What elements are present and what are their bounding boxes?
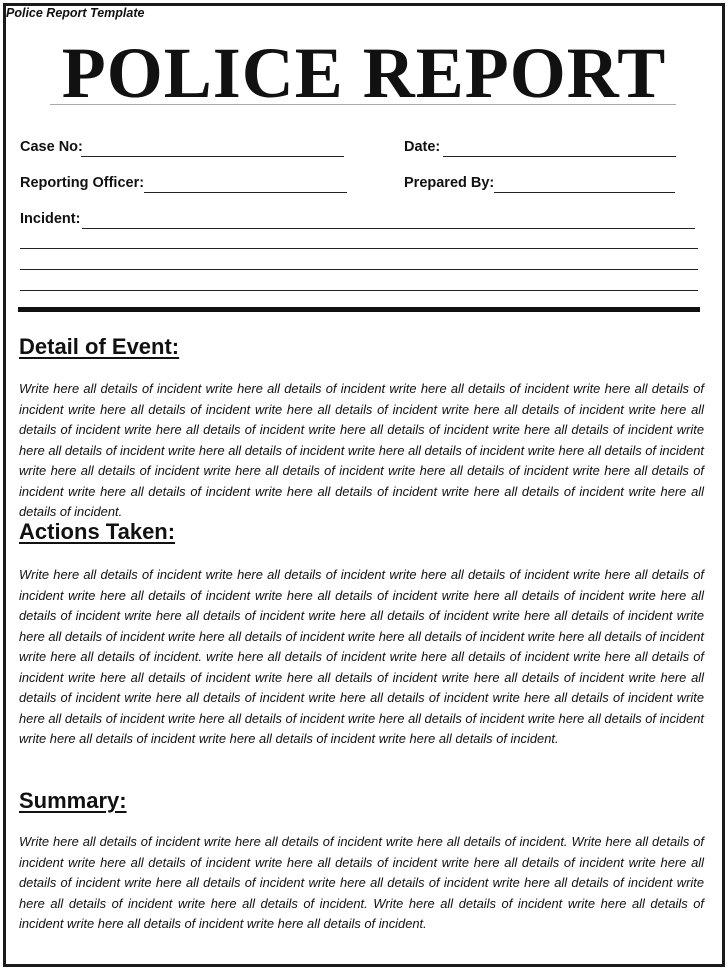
date-field[interactable] — [443, 156, 676, 157]
case-no-field[interactable] — [81, 156, 344, 157]
section-divider — [18, 307, 700, 312]
title-underline — [50, 104, 676, 105]
summary-text: Write here all details of incident write here all details of incident write here all details of incident. Write here all details of incident write here all details of incident write here all details of incident write here all details of incident write here all details of incident write here all details of incident write here all details of incident write here all details of incident write here all details of incident write here all details of incident. Write here all details of incident write here all details of incident write here all details of incident write here all details of incident. — [19, 834, 704, 931]
incident-line[interactable] — [20, 290, 698, 291]
actions-taken-text: Write here all details of incident write here all details of incident write here all details of incident write here all details of incident write here all details of incident write here all details of incident write here all details of incident write here all details of incident write here all details of incident write here all details of incident write here all details of incident write here all details of incident write here all details of incident write here all details of incident write here all details of incident write here all details of incident. write here all details of incident write here all details of incident write here all details of incident write here all details of incident write here all details of incident write here all details of incident write here all details of incident write here all details of incident write here all details of incident write here all details of incident write here all details of incident write here all details of incident write here all details of incident write here all details of incident write here all details of incident write here all details of incident write here all details of incident. — [19, 567, 705, 746]
actions-taken-heading: Actions Taken: — [19, 519, 176, 544]
reporting-officer-field[interactable] — [144, 192, 347, 193]
case-no-label: Case No: — [20, 139, 83, 155]
detail-of-event-heading: Detail of Event: — [19, 334, 180, 359]
incident-line[interactable] — [20, 248, 698, 249]
prepared-by-label: Prepared By: — [404, 175, 495, 191]
summary-heading: Summary: — [19, 788, 127, 813]
page-title: POLICE REPORT — [61, 33, 667, 113]
detail-of-event-text: Write here all details of incident write here all details of incident write here all details of incident write here all details of incident write here all details of incident write here all details of incident write here all details of incident write here all details of incident write here all details of incident write here all details of incident write here all details of incident write here all details of incident write here all details of incident write here all details of incident write here all details of incident write here all details of incident write here all details of incident write here all details of incident write here all details of incident write here all details of incident write here all details of incident write here all details of incident write here all details of incident. — [19, 381, 705, 519]
date-label: Date: — [404, 139, 441, 155]
incident-field[interactable] — [82, 228, 695, 229]
incident-line[interactable] — [20, 269, 698, 270]
template-label: Police Report Template — [6, 6, 145, 20]
incident-label: Incident: — [20, 211, 81, 227]
prepared-by-field[interactable] — [494, 192, 675, 193]
reporting-officer-label: Reporting Officer: — [20, 175, 145, 191]
